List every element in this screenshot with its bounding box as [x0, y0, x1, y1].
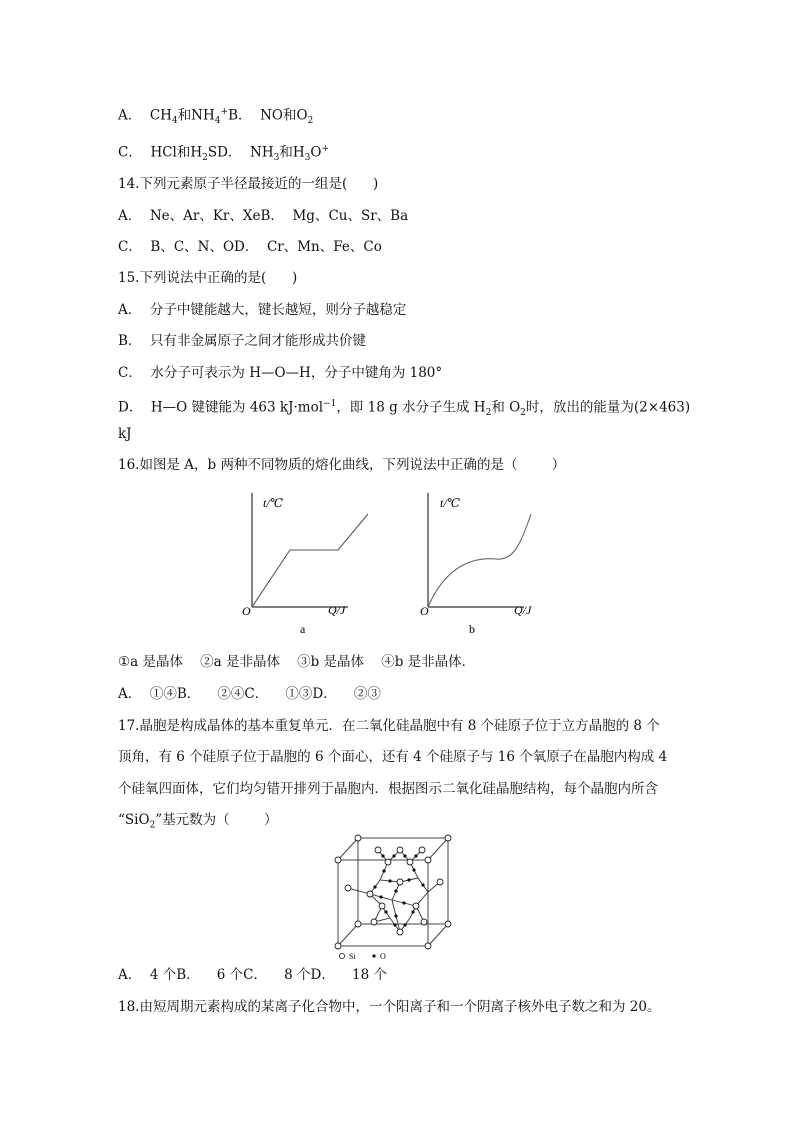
- si-atoms: [335, 835, 451, 949]
- q13-option-a: A． $CH_4$和$NH_4^+B$． NO和$O_2$: [118, 107, 314, 127]
- q15-option-b: B． 只有非金属原子之间才能形成共价键: [118, 333, 367, 349]
- graph-b-y-label: t/℃: [440, 496, 461, 510]
- q15-option-a: A． 分子中键能越大，键长越短，则分子越稳定: [118, 302, 407, 318]
- q15-stem: 15.下列说法中正确的是( ): [118, 270, 298, 286]
- q17-options: A． 4 个B． 6 个C． 8 个D． 18 个: [118, 967, 388, 983]
- graph-b-caption: b: [469, 622, 475, 636]
- q15-option-d: D． H—O 键键能为 463 kJ·mol$^{-1}$，即 18 g 水分子生成 $H_2$和 $O_2$时，放出的能量为(2×463): [118, 399, 691, 419]
- q15-option-d-continued: kJ: [118, 426, 132, 442]
- cube-edges: [338, 838, 448, 946]
- legend-o-label: O: [380, 952, 386, 961]
- o-atoms: [373, 854, 424, 926]
- graph-b-curve: [428, 514, 531, 607]
- graph-a-y-label: t/℃: [263, 496, 284, 510]
- graph-b-origin: O: [420, 604, 429, 618]
- q15-option-c: C． 水分子可表示为 H—O—H，分子中键角为 180°: [118, 365, 443, 381]
- melting-curve-graph-a: [236, 487, 376, 642]
- q17-stem-line-2: 顶角，有 6 个硅原子位于晶胞的 6 个面心，还有 4 个硅原子与 16 个氧原子在晶胞内构成 4: [118, 749, 668, 765]
- legend-o-marker: [372, 954, 375, 957]
- q13-option-c: C． HCl和$H_2SD$． $NH_3$和$H_3O^+$: [118, 144, 329, 164]
- sio2-unit-cell-figure: [330, 832, 466, 964]
- q17-stem-line-4: “SiO$_2$”基元数为（ ）: [118, 812, 278, 831]
- q14-option-c: C． B、C、N、OD． Cr、Mn、Fe、Co: [118, 239, 382, 255]
- q16-stem: 16.如图是 A，b 两种不同物质的熔化曲线，下列说法中正确的是（ ）: [118, 457, 566, 473]
- q17-stem-line-1: 17.晶胞是构成晶体的基本重复单元．在二氧化硅晶胞中有 8 个硅原子位于立方晶胞的 8 个: [118, 718, 660, 734]
- legend-si-marker: [339, 953, 344, 958]
- legend-si-label: Si: [349, 952, 356, 961]
- q14-option-a: A． Ne、Ar、Kr、XeB． Mg、Cu、Sr、Ba: [118, 208, 409, 224]
- q16-statements: ①a 是晶体 ②a 是非晶体 ③b 是晶体 ④b 是非晶体．: [118, 654, 476, 670]
- graph-b-x-label: Q/J: [514, 603, 532, 617]
- graph-a-origin: O: [242, 604, 251, 618]
- q16-options: A． ①④B． ②④C． ①③D． ②③: [118, 686, 381, 702]
- graph-a-curve: [252, 514, 368, 607]
- graph-a-x-label: Q/J: [328, 603, 346, 617]
- graph-a-caption: a: [300, 622, 306, 636]
- melting-curve-graph-b: [416, 487, 556, 642]
- q17-stem-line-3: 个硅氧四面体，它们均匀错开排列于晶胞内．根据图示二氧化硅晶胞结构，每个晶胞内所含: [118, 781, 658, 797]
- q18-stem: 18.由短周期元素构成的某离子化合物中，一个阳离子和一个阴离子核外电子数之和为 20。: [118, 999, 661, 1015]
- q14-stem: 14.下列元素原子半径最接近的一组是( ): [118, 176, 379, 192]
